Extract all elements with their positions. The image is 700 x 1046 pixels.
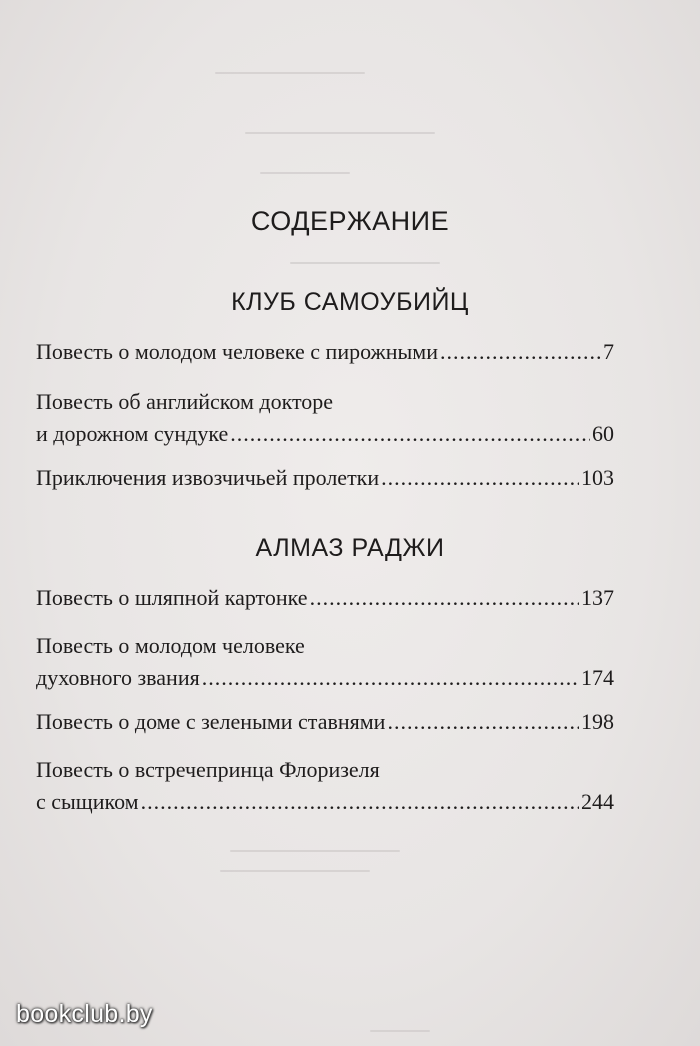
toc-leader-dots: [202, 662, 579, 694]
section-title-rajah-diamond: АЛМАЗ РАДЖИ: [255, 534, 445, 562]
toc-entry: [36, 754, 614, 818]
toc-entry-row: [36, 582, 614, 614]
bleed-through-line: [260, 172, 350, 174]
toc-entry-row: [36, 336, 614, 368]
toc-page-number: 103: [581, 465, 614, 490]
toc-entry: [36, 582, 614, 614]
toc-leader-dots: [310, 582, 579, 614]
bleed-through-line: [220, 870, 370, 872]
toc-entry-title-line: Повесть об английском докторе: [36, 389, 334, 414]
section-title-suicide-club: КЛУБ САМОУБИЙЦ: [231, 288, 469, 316]
toc-entry-row: [36, 462, 614, 494]
toc-entry-title: с сыщиком: [36, 789, 139, 814]
watermark: bookclub.by: [16, 1000, 153, 1028]
toc-entry-row: [36, 418, 614, 450]
bleed-through-line: [245, 132, 435, 134]
toc-entry-row: [36, 706, 614, 738]
toc-page-number: 244: [581, 789, 614, 814]
toc-entry: [36, 386, 614, 450]
toc-entry-row: [36, 786, 614, 818]
toc-entry: [36, 706, 614, 738]
toc-entry: [36, 462, 614, 494]
toc-leader-dots: [141, 786, 579, 818]
bleed-through-line: [230, 850, 400, 852]
toc-entry-row: [36, 662, 614, 694]
toc-page-number: 198: [581, 709, 614, 734]
toc-entry-title: Повесть о шляпной картонке: [36, 585, 308, 610]
toc-entry-title: Повесть о доме с зелеными ставнями: [36, 709, 386, 734]
toc-leader-dots: [381, 462, 579, 494]
toc-entry-title: духовного звания: [36, 665, 200, 690]
toc-entry-title-line: Повесть о молодом человеке: [36, 633, 305, 658]
toc-leader-dots: [440, 336, 601, 368]
bleed-through-line: [290, 262, 440, 264]
contents-title: СОДЕРЖАНИЕ: [250, 206, 450, 236]
toc-page-number: 174: [581, 665, 614, 690]
toc-page-number: 7: [603, 339, 614, 364]
toc-page-number: 137: [581, 585, 614, 610]
toc-leader-dots: [387, 706, 579, 738]
toc-entry: [36, 630, 614, 694]
toc-entry-title-line: Повесть о встречепринца Флоризеля: [36, 757, 380, 782]
toc-entry-title: Приключения извозчичьей пролетки: [36, 465, 380, 490]
toc-entry-title: Повесть о молодом человеке с пирожными: [36, 339, 438, 364]
bleed-through-line: [215, 72, 365, 74]
toc-entry-title: и дорожном сундуке: [36, 421, 229, 446]
toc-entry: [36, 336, 614, 368]
bleed-through-line: [370, 1030, 430, 1032]
toc-leader-dots: [230, 418, 590, 450]
toc-page-number: 60: [592, 421, 614, 446]
